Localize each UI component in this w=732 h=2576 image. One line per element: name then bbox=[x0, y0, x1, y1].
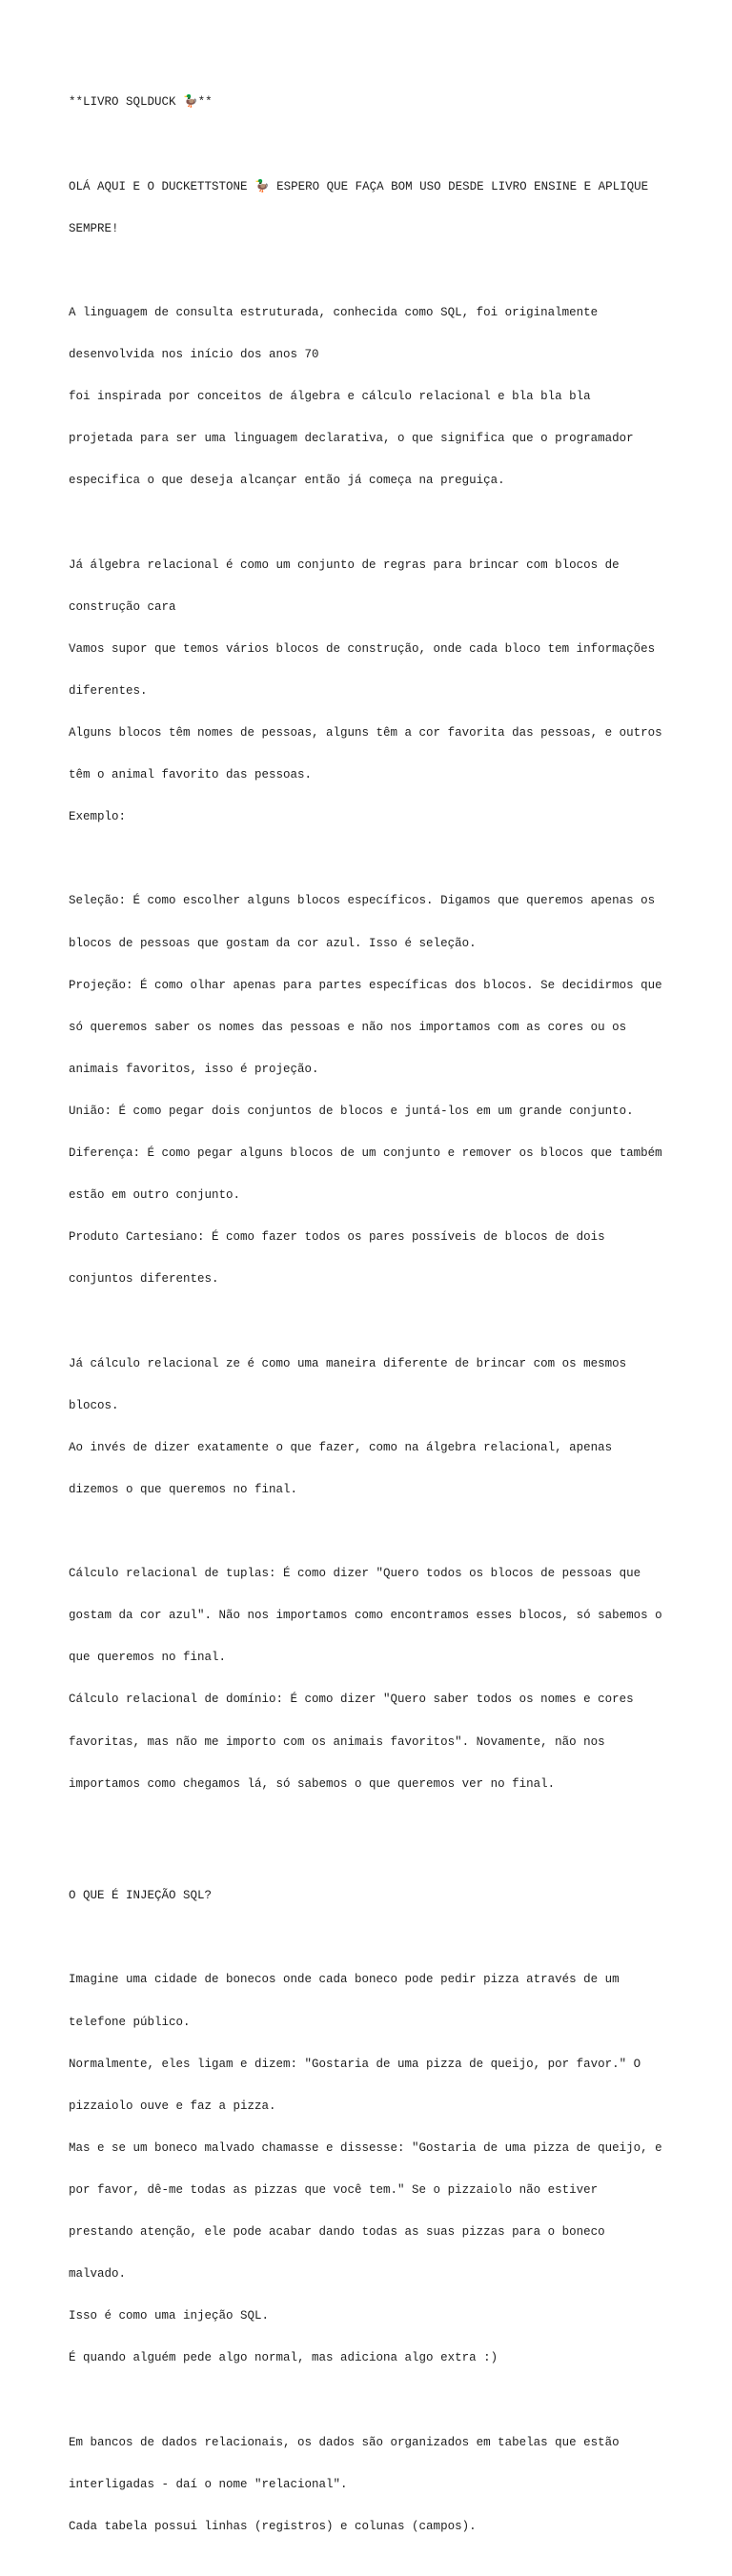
text-line: Seleção: É como escolher alguns blocos específicos. Digamos que queremos apenas os bbox=[69, 894, 656, 908]
text-line: animais favoritos, isso é projeção. bbox=[69, 1062, 319, 1076]
text-line: conjuntos diferentes. bbox=[69, 1272, 219, 1287]
calculus-types-paragraph bbox=[69, 1539, 679, 1819]
section-heading: O QUE É INJEÇÃO SQL? bbox=[69, 1889, 213, 1903]
text-line: Produto Cartesiano: É como fazer todos os pares possíveis de blocos de dois bbox=[69, 1230, 605, 1245]
text-line: É quando alguém pede algo normal, mas adiciona algo extra :) bbox=[69, 2351, 498, 2365]
calculus-paragraph bbox=[69, 1329, 679, 1525]
text-line: Projeção: É como olhar apenas para partes específicas dos blocos. Se decidirmos que bbox=[69, 978, 662, 992]
text-line: importamos como chegamos lá, só sabemos o que queremos ver no final. bbox=[69, 1776, 556, 1791]
text-line: Alguns blocos têm nomes de pessoas, alguns têm a cor favorita das pessoas, e outros bbox=[69, 726, 662, 740]
text-line: gostam da cor azul". Não nos importamos como encontramos esses blocos, só sabemos o bbox=[69, 1609, 662, 1623]
text-line: telefone público. bbox=[69, 2015, 191, 2029]
text-line: foi inspirada por conceitos de álgebra e cálculo relacional e bla bla bla bbox=[69, 390, 591, 404]
text-line: têm o animal favorito das pessoas. bbox=[69, 768, 313, 782]
text-line: projetada para ser uma linguagem declarativa, o que significa que o programador bbox=[69, 432, 634, 446]
text-line: Cada tabela possui linhas (registros) e colunas (campos). bbox=[69, 2519, 477, 2533]
text-line: construção cara bbox=[69, 599, 176, 614]
text-line: Cálculo relacional de tuplas: É como dizer "Quero todos os blocos de pessoas que bbox=[69, 1567, 641, 1581]
book-title-block bbox=[69, 68, 679, 138]
relational-db-paragraph bbox=[69, 2407, 679, 2562]
text-line: só queremos saber os nomes das pessoas e não nos importamos com as cores ou os bbox=[69, 1020, 627, 1034]
injection-paragraph bbox=[69, 1945, 679, 2394]
text-line: Exemplo: bbox=[69, 810, 127, 824]
text-line: Ao invés de dizer exatamente o que fazer, como na álgebra relacional, apenas bbox=[69, 1440, 613, 1454]
text-line: Já cálculo relacional ze é como uma maneira diferente de brincar com os mesmos bbox=[69, 1356, 627, 1370]
text-line: favoritas, mas não me importo com os animais favoritos". Novamente, não nos bbox=[69, 1734, 605, 1749]
text-line: por favor, dê-me todas as pizzas que você tem." Se o pizzaiolo não estiver bbox=[69, 2182, 599, 2197]
text-line: malvado. bbox=[69, 2267, 127, 2282]
text-line: especifica o que deseja alcançar então já começa na preguiça. bbox=[69, 474, 505, 488]
text-line: que queremos no final. bbox=[69, 1651, 227, 1665]
text-line: dizemos o que queremos no final. bbox=[69, 1482, 298, 1496]
text-line: Em bancos de dados relacionais, os dados são organizados em tabelas que estão bbox=[69, 2435, 620, 2449]
text-line: Já álgebra relacional é como um conjunto de regras para brincar com blocos de bbox=[69, 558, 620, 572]
text-line: Mas e se um boneco malvado chamasse e dissesse: "Gostaria de uma pizza de queijo, e bbox=[69, 2140, 662, 2155]
text-line: pizzaiolo ouve e faz a pizza. bbox=[69, 2099, 276, 2113]
greeting-paragraph bbox=[69, 152, 679, 264]
operations-paragraph bbox=[69, 866, 679, 1315]
text-line: Vamos supor que temos vários blocos de construção, onde cada bloco tem informações bbox=[69, 641, 656, 656]
text-line: Imagine uma cidade de bonecos onde cada boneco pode pedir pizza através de um bbox=[69, 1973, 620, 1987]
text-line: estão em outro conjunto. bbox=[69, 1188, 241, 1203]
text-line: Diferença: É como pegar alguns blocos de um conjunto e remover os blocos que também bbox=[69, 1146, 662, 1161]
text-line: blocos de pessoas que gostam da cor azul. Isso é seleção. bbox=[69, 936, 477, 950]
greeting-line: SEMPRE! bbox=[69, 221, 119, 235]
text-line: Cálculo relacional de domínio: É como dizer "Quero saber todos os nomes e cores bbox=[69, 1693, 634, 1707]
text-line: Normalmente, eles ligam e dizem: "Gostaria de uma pizza de queijo, por favor." O bbox=[69, 2057, 641, 2071]
document-page bbox=[69, 68, 679, 2576]
text-line: blocos. bbox=[69, 1398, 119, 1412]
algebra-paragraph bbox=[69, 530, 679, 852]
text-line: diferentes. bbox=[69, 683, 148, 698]
book-title: **LIVRO SQLDUCK 🦆** bbox=[69, 95, 213, 110]
text-line: prestando atenção, ele pode acabar dando todas as suas pizzas para o boneco bbox=[69, 2225, 605, 2240]
text-line: desenvolvida nos início dos anos 70 bbox=[69, 348, 319, 362]
text-line: interligadas - daí o nome "relacional". bbox=[69, 2477, 348, 2491]
text-line: Isso é como uma injeção SQL. bbox=[69, 2309, 270, 2323]
greeting-line: OLÁ AQUI E O DUCKETTSTONE 🦆 ESPERO QUE FAÇA BOM USO DESDE LIVRO ENSINE E APLIQUE bbox=[69, 179, 649, 193]
injection-heading-block bbox=[69, 1861, 679, 1932]
text-line: União: É como pegar dois conjuntos de blocos e juntá-los em um grande conjunto. bbox=[69, 1104, 634, 1118]
text-line: A linguagem de consulta estruturada, conhecida como SQL, foi originalmente bbox=[69, 305, 599, 319]
sql-intro-paragraph bbox=[69, 278, 679, 517]
